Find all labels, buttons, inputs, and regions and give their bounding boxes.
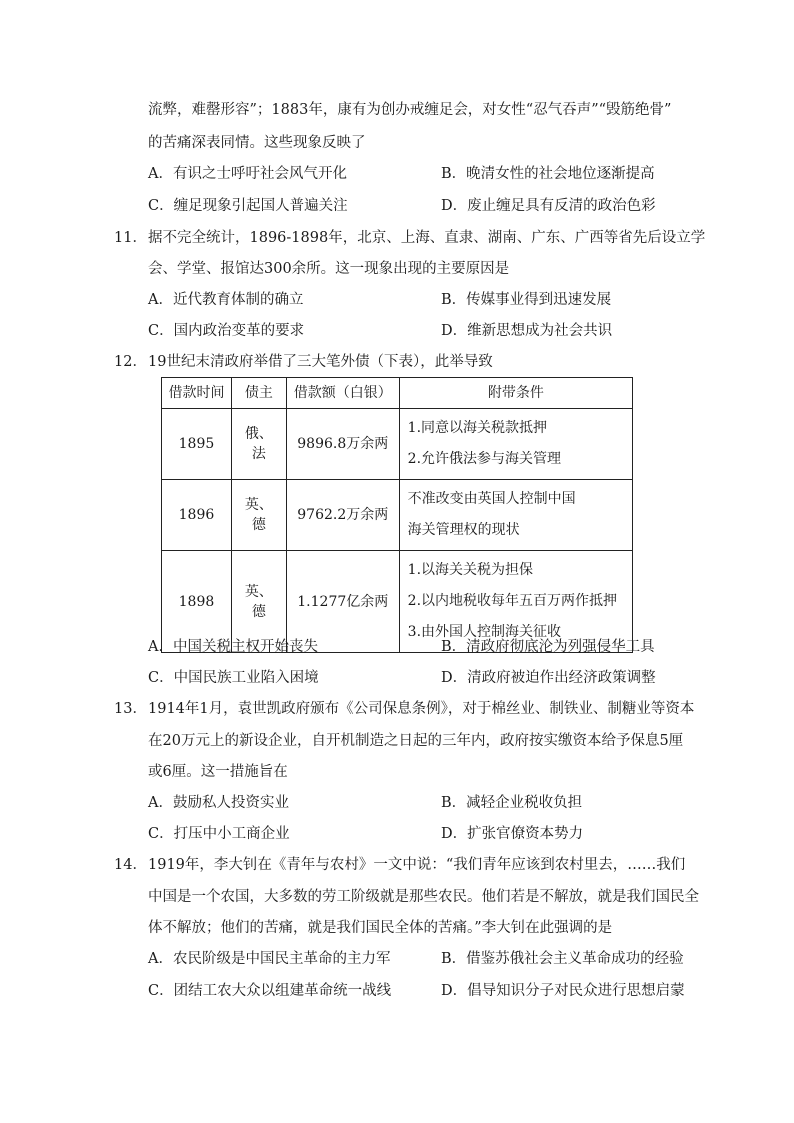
q13-line-1: 1914年1月，袁世凯政府颁布《公司保息条例》，对于棉丝业、制铁业、制糖业等资本 (148, 701, 695, 717)
condition-item: 2.允许俄法参与海关管理 (407, 451, 562, 467)
condition-item: 海关管理权的现状 (407, 522, 520, 538)
condition-item: 2.以内地税收每年五百万两作抵押 (407, 593, 618, 609)
q14-number: 14． (114, 857, 147, 873)
q12-option-a[interactable]: A．中国关税主权开始丧失 (148, 639, 318, 655)
q14-line-3: 体不解放；他们的苦痛，就是我们国民全体的苦痛。”李大钊在此强调的是 (148, 920, 613, 936)
q13-option-b[interactable]: B．减轻企业税收负担 (441, 795, 583, 811)
loan-table-header (162, 378, 633, 409)
header-conditions: 附带条件 (399, 378, 632, 409)
cell-creditor: 英、德 (231, 551, 286, 653)
condition-item: 1.以海关关税为担保 (407, 562, 534, 578)
q14-option-d[interactable]: D．倡导知识分子对民众进行思想启蒙 (441, 983, 685, 999)
loan-table (161, 377, 633, 653)
cell-year: 1898 (162, 551, 232, 653)
cell-conditions (399, 480, 632, 551)
intro-option-a[interactable]: A．有识之士呼吁社会风气开化 (148, 166, 347, 182)
intro-option-d[interactable]: D．废止缠足具有反清的政治色彩 (441, 198, 656, 214)
header-amount: 借款额（白银） (286, 378, 399, 409)
cell-creditor: 俄、法 (231, 409, 286, 480)
q12-option-c[interactable]: C．中国民族工业陷入困境 (148, 670, 319, 686)
cell-amount: 1.1277亿余两 (286, 551, 399, 653)
q12-option-b[interactable]: B．清政府彻底沦为列强侵华工具 (441, 639, 655, 655)
q14-option-c[interactable]: C．团结工农大众以组建革命统一战线 (148, 983, 392, 999)
q11-line-1: 据不完全统计，1896-1898年，北京、上海、直隶、湖南、广东、广西等省先后设立学 (148, 230, 706, 246)
q12-line-1: 19世纪末清政府举借了三大笔外债（下表），此举导致 (148, 354, 493, 370)
table-row (162, 480, 633, 551)
q11-number: 11． (114, 230, 147, 246)
cell-creditor: 英、德 (231, 480, 286, 551)
condition-item: 不准改变由英国人控制中国 (407, 491, 576, 507)
q13-option-a[interactable]: A．鼓励私人投资实业 (148, 795, 289, 811)
intro-option-c[interactable]: C．缠足现象引起国人普遍关注 (148, 198, 348, 214)
header-creditor: 债主 (231, 378, 286, 409)
cell-amount: 9896.8万余两 (286, 409, 399, 480)
condition-item: 1.同意以海关税款抵押 (407, 420, 548, 436)
q11-option-c[interactable]: C．国内政治变革的要求 (148, 323, 305, 339)
q12-option-d[interactable]: D．清政府被迫作出经济政策调整 (441, 670, 656, 686)
q14-option-b[interactable]: B．借鉴苏俄社会主义革命成功的经验 (441, 951, 684, 967)
q13-option-c[interactable]: C．打压中小工商企业 (148, 826, 290, 842)
header-loan-time: 借款时间 (162, 378, 232, 409)
q11-option-d[interactable]: D．维新思想成为社会共识 (441, 323, 613, 339)
intro-line-2: 的苦痛深表同情。这些现象反映了 (148, 135, 366, 151)
q11-option-b[interactable]: B．传媒事业得到迅速发展 (441, 292, 612, 308)
q13-line-2: 在20万元上的新设企业，自开机制造之日起的三年内，政府按实缴资本给予保息5厘 (148, 733, 684, 749)
q13-number: 13． (114, 701, 147, 717)
cell-year: 1896 (162, 480, 232, 551)
intro-option-b[interactable]: B．晚清女性的社会地位逐渐提高 (441, 166, 655, 182)
cell-year: 1895 (162, 409, 232, 480)
q14-line-1: 1919年，李大钊在《青年与农村》一文中说：“我们青年应该到农村里去，……我们 (148, 857, 686, 873)
q11-line-2: 会、学堂、报馆达300余所。这一现象出现的主要原因是 (148, 261, 510, 277)
q12-number: 12． (114, 354, 147, 370)
cell-amount: 9762.2万余两 (286, 480, 399, 551)
q13-option-d[interactable]: D．扩张官僚资本势力 (441, 826, 584, 842)
q14-line-2: 中国是一个农国，大多数的劳工阶级就是那些农民。他们若是不解放，就是我们国民全 (148, 889, 699, 905)
q13-line-3: 或6厘。这一措施旨在 (148, 764, 288, 780)
q11-option-a[interactable]: A．近代教育体制的确立 (148, 292, 304, 308)
cell-conditions (399, 409, 632, 480)
condition-item: 3.由外国人控制海关征收 (407, 624, 562, 640)
q14-option-a[interactable]: A．农民阶级是中国民主革命的主力军 (148, 951, 391, 967)
table-row (162, 409, 633, 480)
intro-line-1: 流弊，难罄形容”；1883年，康有为创办戒缠足会，对女性“忍气吞声”“毁筋绝骨” (148, 102, 672, 118)
